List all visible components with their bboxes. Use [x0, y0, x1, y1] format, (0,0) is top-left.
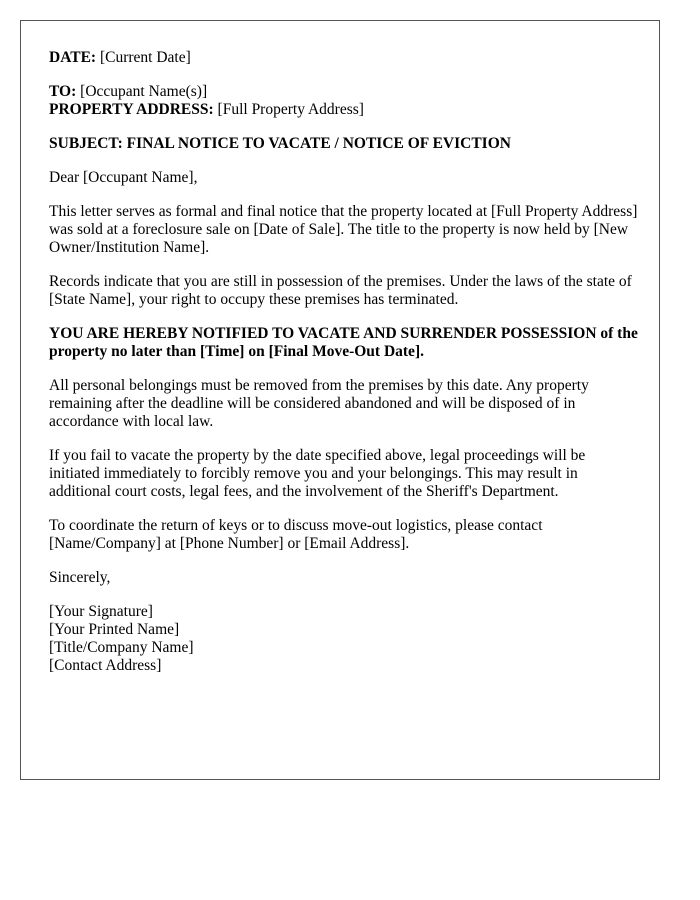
closing: Sincerely,: [49, 569, 111, 586]
contact-address-line: [Contact Address]: [49, 657, 162, 674]
property-address-value: [Full Property Address]: [217, 101, 364, 118]
property-address-label: PROPERTY ADDRESS:: [49, 101, 214, 118]
paragraph-contact: To coordinate the return of keys or to discuss move-out logistics, please contact [Name/Company] at [Phone Number] or [Email Address].: [49, 517, 543, 552]
to-value: [Occupant Name(s)]: [80, 83, 208, 100]
salutation: Dear [Occupant Name],: [49, 169, 198, 186]
paragraph-possession: Records indicate that you are still in possession of the premises. Under the laws of the state of [State Name], your right to occupy these premises has terminated.: [49, 273, 632, 308]
letter-frame: [20, 20, 660, 780]
recipient-block: [49, 83, 639, 119]
signature-line: [Your Signature]: [49, 603, 153, 620]
date-line: [49, 49, 639, 67]
letter-body: [49, 49, 639, 675]
to-label: TO:: [49, 83, 77, 100]
date-label: DATE:: [49, 49, 97, 66]
subject-line: SUBJECT: FINAL NOTICE TO VACATE / NOTICE OF EVICTION: [49, 135, 511, 152]
to-line: [49, 83, 639, 101]
paragraph-foreclosure: This letter serves as formal and final notice that the property located at [Full Property Address] was sold at a foreclosure sale on [Date of Sale]. The title to the property is now held by [New Owner/Institution Name].: [49, 203, 638, 256]
printed-name-line: [Your Printed Name]: [49, 621, 180, 638]
property-address-line: [49, 101, 639, 119]
date-value: [Current Date]: [99, 49, 191, 66]
paragraph-legal-proceedings: If you fail to vacate the property by the date specified above, legal proceedings will be initiated immediately to forcibly remove you and your belongings. This may result in additional court costs, legal fees, and the involvement of the Sheriff's Department.: [49, 447, 586, 500]
title-company-line: [Title/Company Name]: [49, 639, 194, 656]
vacate-notice: YOU ARE HEREBY NOTIFIED TO VACATE AND SURRENDER POSSESSION of the property no later than [Time] on [Final Move-Out Date].: [49, 325, 638, 360]
signature-block: [49, 603, 639, 675]
paragraph-belongings: All personal belongings must be removed from the premises by this date. Any property remaining after the deadline will be considered abandoned and will be disposed of in accordance with local law.: [49, 377, 589, 430]
